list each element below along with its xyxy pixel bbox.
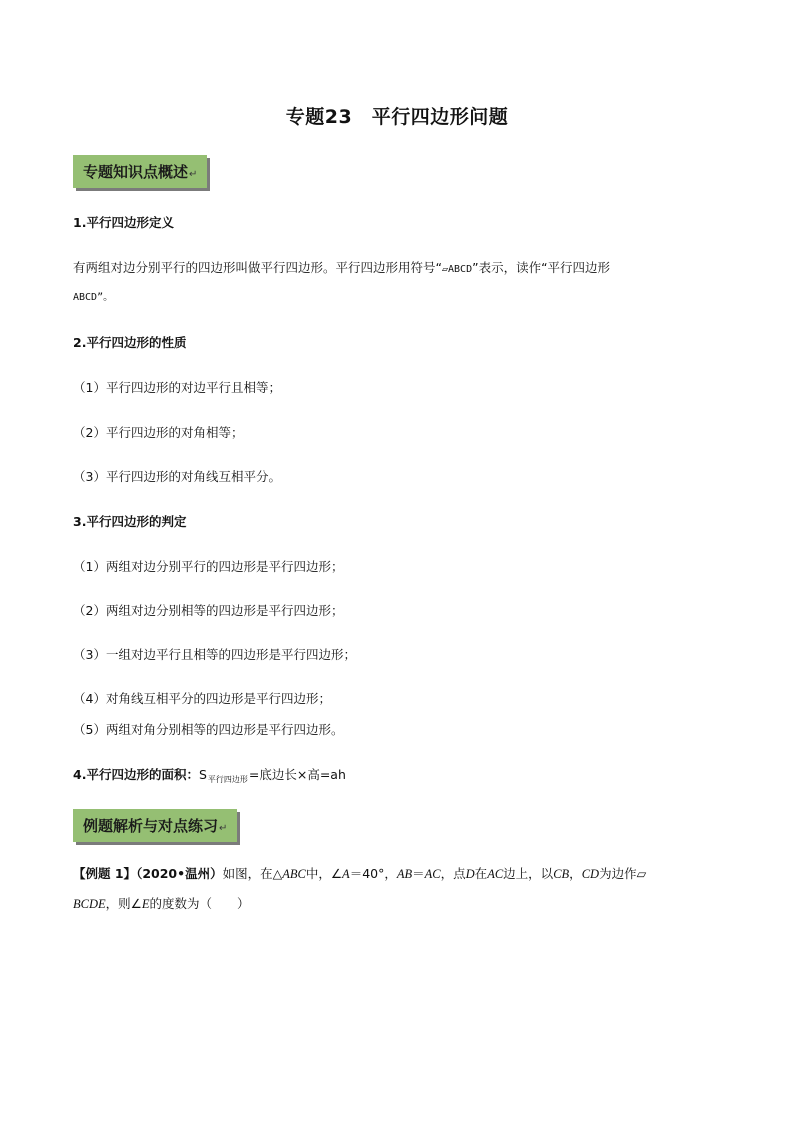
- definition-text-a: 有两组对边分别平行的四边形叫做平行四边形。平行四边形用符号“: [73, 260, 442, 275]
- paragraph-mark-icon: ↵: [219, 823, 228, 834]
- math-var: AC: [487, 867, 504, 881]
- example-text: 在: [474, 866, 488, 881]
- example-1-line-2: [73, 894, 250, 912]
- criteria-item: （3）一组对边平行且相等的四边形是平行四边形；: [73, 647, 356, 662]
- example-text: ，点: [440, 866, 466, 881]
- math-var: A: [342, 867, 350, 881]
- banner-label: 专题知识点概述: [83, 163, 189, 181]
- example-text: 如图，在△: [222, 866, 283, 881]
- example-text: ，则∠: [105, 896, 142, 911]
- area-subscript: 平行四边形: [207, 775, 248, 784]
- criteria-item: （5）两组对角分别相等的四边形是平行四边形。: [73, 722, 344, 737]
- section-heading-area: 4.平行四边形的面积：: [73, 767, 199, 782]
- area-symbol: S: [198, 767, 207, 782]
- definition-text-b: ”表示，读作“平行四边形: [472, 260, 611, 275]
- criteria-item: （2）两组对边分别相等的四边形是平行四边形；: [73, 603, 344, 618]
- section-heading-criteria: 3.平行四边形的判定: [73, 514, 187, 529]
- section-heading-definition: 1.平行四边形定义: [73, 215, 174, 230]
- parallelogram-symbol: ▱ABCD: [441, 264, 473, 275]
- math-var: BCDE: [73, 897, 106, 911]
- math-var: CD: [581, 867, 600, 881]
- example-text: ，: [569, 866, 582, 881]
- area-formula: =底边长×高=ah: [248, 767, 346, 782]
- paragraph-mark-icon: ↵: [189, 169, 198, 180]
- definition-text-line-1: [73, 258, 610, 276]
- example-text: ＝40°，: [349, 866, 397, 881]
- property-item: （2）平行四边形的对角相等；: [73, 425, 244, 440]
- definition-text-line-2: [73, 288, 113, 303]
- property-item: （3）平行四边形的对角线互相平分。: [73, 469, 281, 484]
- definition-text-c: ABCD”。: [73, 292, 114, 303]
- section-heading-properties: 2.平行四边形的性质: [73, 335, 187, 350]
- example-label: 【例题 1】: [73, 866, 137, 881]
- section-banner-overview: [73, 155, 207, 188]
- math-var: E: [141, 897, 150, 911]
- example-text: 为边作▱: [599, 866, 647, 881]
- property-item: （1）平行四边形的对边平行且相等；: [73, 380, 281, 395]
- math-var: D: [465, 867, 475, 881]
- math-var: AC: [424, 867, 441, 881]
- page-title: 专题23 平行四边形问题: [285, 106, 509, 128]
- example-text: 的度数为（ ）: [149, 896, 250, 911]
- example-1-line-1: [73, 864, 646, 882]
- section-banner-examples: [73, 809, 237, 842]
- banner-label: 例题解析与对点练习: [83, 817, 219, 835]
- criteria-item: （1）两组对边分别平行的四边形是平行四边形；: [73, 559, 344, 574]
- math-var: CB: [553, 867, 570, 881]
- area-formula-line: [73, 765, 346, 785]
- math-var: AB: [396, 867, 413, 881]
- example-text: 中，∠: [305, 866, 343, 881]
- criteria-item: （4）对角线互相平分的四边形是平行四边形；: [73, 691, 331, 706]
- math-var: ABC: [282, 867, 306, 881]
- example-text: ＝: [412, 866, 425, 881]
- example-text: 边上，以: [503, 866, 554, 881]
- example-source: （2020•温州）: [136, 866, 223, 881]
